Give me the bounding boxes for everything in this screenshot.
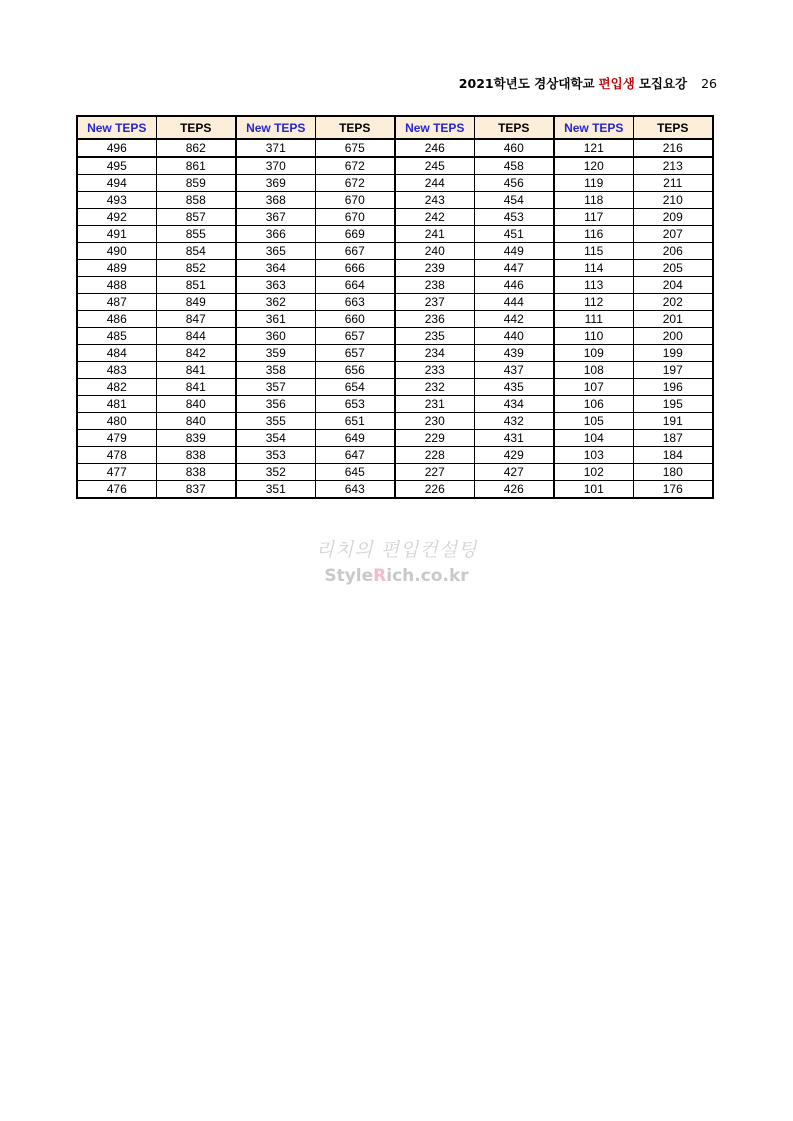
new-teps-cell: 118 xyxy=(554,192,633,209)
teps-cell: 439 xyxy=(474,345,554,362)
new-teps-cell: 108 xyxy=(554,362,633,379)
teps-cell: 211 xyxy=(633,175,713,192)
teps-cell: 663 xyxy=(315,294,395,311)
table-row xyxy=(77,447,713,464)
new-teps-cell: 245 xyxy=(395,157,474,175)
teps-cell: 426 xyxy=(474,481,554,499)
teps-cell: 854 xyxy=(156,243,236,260)
table-row xyxy=(77,277,713,294)
teps-cell: 851 xyxy=(156,277,236,294)
table-row xyxy=(77,311,713,328)
table-row xyxy=(77,226,713,243)
teps-cell: 670 xyxy=(315,192,395,209)
new-teps-cell: 111 xyxy=(554,311,633,328)
teps-cell: 206 xyxy=(633,243,713,260)
header-title-highlight: 편입생 xyxy=(598,76,635,91)
teps-cell: 442 xyxy=(474,311,554,328)
teps-cell: 204 xyxy=(633,277,713,294)
table-row xyxy=(77,379,713,396)
new-teps-cell: 110 xyxy=(554,328,633,345)
new-teps-cell: 235 xyxy=(395,328,474,345)
new-teps-cell: 487 xyxy=(77,294,156,311)
table-row xyxy=(77,396,713,413)
teps-cell: 667 xyxy=(315,243,395,260)
new-teps-cell: 353 xyxy=(236,447,315,464)
table-row xyxy=(77,430,713,447)
new-teps-cell: 105 xyxy=(554,413,633,430)
header-new-teps: New TEPS xyxy=(395,116,474,139)
teps-cell: 216 xyxy=(633,139,713,157)
teps-cell: 657 xyxy=(315,345,395,362)
new-teps-cell: 116 xyxy=(554,226,633,243)
teps-cell: 670 xyxy=(315,209,395,226)
teps-cell: 200 xyxy=(633,328,713,345)
teps-cell: 197 xyxy=(633,362,713,379)
new-teps-cell: 366 xyxy=(236,226,315,243)
new-teps-cell: 106 xyxy=(554,396,633,413)
table-row xyxy=(77,413,713,430)
teps-cell: 654 xyxy=(315,379,395,396)
new-teps-cell: 360 xyxy=(236,328,315,345)
teps-cell: 434 xyxy=(474,396,554,413)
new-teps-cell: 361 xyxy=(236,311,315,328)
table-row xyxy=(77,175,713,192)
new-teps-cell: 494 xyxy=(77,175,156,192)
teps-cell: 446 xyxy=(474,277,554,294)
new-teps-cell: 233 xyxy=(395,362,474,379)
new-teps-cell: 369 xyxy=(236,175,315,192)
new-teps-cell: 477 xyxy=(77,464,156,481)
new-teps-cell: 489 xyxy=(77,260,156,277)
table-row xyxy=(77,243,713,260)
new-teps-cell: 357 xyxy=(236,379,315,396)
header-teps: TEPS xyxy=(315,116,395,139)
teps-cell: 444 xyxy=(474,294,554,311)
teps-cell: 187 xyxy=(633,430,713,447)
teps-cell: 669 xyxy=(315,226,395,243)
new-teps-cell: 238 xyxy=(395,277,474,294)
teps-cell: 858 xyxy=(156,192,236,209)
teps-cell: 213 xyxy=(633,157,713,175)
table-row xyxy=(77,481,713,499)
teps-cell: 432 xyxy=(474,413,554,430)
watermark-line2 xyxy=(0,566,793,586)
teps-cell: 437 xyxy=(474,362,554,379)
teps-cell: 210 xyxy=(633,192,713,209)
teps-cell: 180 xyxy=(633,464,713,481)
teps-cell: 440 xyxy=(474,328,554,345)
teps-cell: 209 xyxy=(633,209,713,226)
watermark-accent: R xyxy=(373,566,387,586)
new-teps-cell: 240 xyxy=(395,243,474,260)
new-teps-cell: 109 xyxy=(554,345,633,362)
table-row xyxy=(77,464,713,481)
teps-cell: 451 xyxy=(474,226,554,243)
teps-cell: 664 xyxy=(315,277,395,294)
table-row xyxy=(77,260,713,277)
new-teps-cell: 102 xyxy=(554,464,633,481)
teps-cell: 849 xyxy=(156,294,236,311)
new-teps-cell: 371 xyxy=(236,139,315,157)
new-teps-cell: 243 xyxy=(395,192,474,209)
new-teps-cell: 363 xyxy=(236,277,315,294)
new-teps-cell: 354 xyxy=(236,430,315,447)
new-teps-cell: 365 xyxy=(236,243,315,260)
new-teps-cell: 495 xyxy=(77,157,156,175)
new-teps-cell: 359 xyxy=(236,345,315,362)
new-teps-cell: 364 xyxy=(236,260,315,277)
new-teps-cell: 476 xyxy=(77,481,156,499)
new-teps-cell: 228 xyxy=(395,447,474,464)
teps-cell: 449 xyxy=(474,243,554,260)
teps-cell: 657 xyxy=(315,328,395,345)
new-teps-cell: 117 xyxy=(554,209,633,226)
new-teps-cell: 358 xyxy=(236,362,315,379)
header-teps: TEPS xyxy=(633,116,713,139)
teps-cell: 647 xyxy=(315,447,395,464)
new-teps-cell: 115 xyxy=(554,243,633,260)
teps-cell: 859 xyxy=(156,175,236,192)
new-teps-cell: 368 xyxy=(236,192,315,209)
new-teps-cell: 496 xyxy=(77,139,156,157)
teps-cell: 199 xyxy=(633,345,713,362)
new-teps-cell: 120 xyxy=(554,157,633,175)
new-teps-cell: 244 xyxy=(395,175,474,192)
teps-cell: 196 xyxy=(633,379,713,396)
teps-cell: 840 xyxy=(156,396,236,413)
new-teps-cell: 484 xyxy=(77,345,156,362)
new-teps-cell: 107 xyxy=(554,379,633,396)
new-teps-cell: 113 xyxy=(554,277,633,294)
teps-cell: 176 xyxy=(633,481,713,499)
new-teps-cell: 230 xyxy=(395,413,474,430)
teps-cell: 202 xyxy=(633,294,713,311)
new-teps-cell: 493 xyxy=(77,192,156,209)
teps-cell: 195 xyxy=(633,396,713,413)
header-title-part2: 모집요강 xyxy=(638,76,688,91)
new-teps-cell: 362 xyxy=(236,294,315,311)
teps-cell: 660 xyxy=(315,311,395,328)
new-teps-cell: 236 xyxy=(395,311,474,328)
teps-cell: 842 xyxy=(156,345,236,362)
teps-cell: 201 xyxy=(633,311,713,328)
new-teps-cell: 488 xyxy=(77,277,156,294)
teps-cell: 837 xyxy=(156,481,236,499)
new-teps-cell: 234 xyxy=(395,345,474,362)
new-teps-cell: 491 xyxy=(77,226,156,243)
header-new-teps: New TEPS xyxy=(236,116,315,139)
teps-cell: 672 xyxy=(315,175,395,192)
teps-cell: 675 xyxy=(315,139,395,157)
header-new-teps: New TEPS xyxy=(554,116,633,139)
new-teps-cell: 121 xyxy=(554,139,633,157)
new-teps-cell: 227 xyxy=(395,464,474,481)
teps-cell: 453 xyxy=(474,209,554,226)
new-teps-cell: 492 xyxy=(77,209,156,226)
teps-cell: 435 xyxy=(474,379,554,396)
table-header-row xyxy=(77,116,713,139)
teps-cell: 460 xyxy=(474,139,554,157)
header-teps: TEPS xyxy=(156,116,236,139)
table-row xyxy=(77,294,713,311)
teps-cell: 431 xyxy=(474,430,554,447)
new-teps-cell: 355 xyxy=(236,413,315,430)
new-teps-cell: 490 xyxy=(77,243,156,260)
table-row xyxy=(77,328,713,345)
teps-cell: 184 xyxy=(633,447,713,464)
table-row xyxy=(77,362,713,379)
teps-cell: 666 xyxy=(315,260,395,277)
teps-cell: 205 xyxy=(633,260,713,277)
teps-cell: 454 xyxy=(474,192,554,209)
teps-cell: 447 xyxy=(474,260,554,277)
new-teps-cell: 229 xyxy=(395,430,474,447)
new-teps-cell: 239 xyxy=(395,260,474,277)
new-teps-cell: 478 xyxy=(77,447,156,464)
page-header xyxy=(459,74,717,92)
teps-cell: 844 xyxy=(156,328,236,345)
teps-cell: 840 xyxy=(156,413,236,430)
new-teps-cell: 481 xyxy=(77,396,156,413)
table-row xyxy=(77,209,713,226)
teps-cell: 653 xyxy=(315,396,395,413)
new-teps-cell: 486 xyxy=(77,311,156,328)
new-teps-cell: 242 xyxy=(395,209,474,226)
teps-cell: 839 xyxy=(156,430,236,447)
teps-cell: 656 xyxy=(315,362,395,379)
teps-cell: 841 xyxy=(156,379,236,396)
teps-cell: 847 xyxy=(156,311,236,328)
teps-cell: 207 xyxy=(633,226,713,243)
new-teps-cell: 352 xyxy=(236,464,315,481)
watermark-prefix: Style xyxy=(324,566,374,586)
new-teps-cell: 483 xyxy=(77,362,156,379)
new-teps-cell: 103 xyxy=(554,447,633,464)
table-row xyxy=(77,139,713,157)
watermark-suffix: ich.co.kr xyxy=(386,566,469,586)
new-teps-cell: 232 xyxy=(395,379,474,396)
teps-cell: 672 xyxy=(315,157,395,175)
table-row xyxy=(77,345,713,362)
new-teps-cell: 246 xyxy=(395,139,474,157)
teps-cell: 456 xyxy=(474,175,554,192)
new-teps-cell: 485 xyxy=(77,328,156,345)
new-teps-cell: 370 xyxy=(236,157,315,175)
teps-cell: 643 xyxy=(315,481,395,499)
teps-cell: 838 xyxy=(156,447,236,464)
teps-cell: 855 xyxy=(156,226,236,243)
new-teps-cell: 480 xyxy=(77,413,156,430)
teps-cell: 191 xyxy=(633,413,713,430)
table-row xyxy=(77,157,713,175)
teps-cell: 429 xyxy=(474,447,554,464)
header-title-part1: 2021학년도 경상대학교 xyxy=(458,76,595,91)
new-teps-cell: 479 xyxy=(77,430,156,447)
new-teps-cell: 231 xyxy=(395,396,474,413)
teps-cell: 841 xyxy=(156,362,236,379)
teps-cell: 862 xyxy=(156,139,236,157)
new-teps-cell: 112 xyxy=(554,294,633,311)
new-teps-cell: 104 xyxy=(554,430,633,447)
new-teps-cell: 101 xyxy=(554,481,633,499)
new-teps-cell: 356 xyxy=(236,396,315,413)
table-row xyxy=(77,192,713,209)
score-conversion-table xyxy=(76,115,714,499)
new-teps-cell: 237 xyxy=(395,294,474,311)
teps-cell: 651 xyxy=(315,413,395,430)
new-teps-cell: 367 xyxy=(236,209,315,226)
teps-cell: 852 xyxy=(156,260,236,277)
new-teps-cell: 114 xyxy=(554,260,633,277)
teps-cell: 427 xyxy=(474,464,554,481)
teps-cell: 838 xyxy=(156,464,236,481)
teps-cell: 857 xyxy=(156,209,236,226)
header-teps: TEPS xyxy=(474,116,554,139)
new-teps-cell: 351 xyxy=(236,481,315,499)
new-teps-cell: 119 xyxy=(554,175,633,192)
teps-cell: 645 xyxy=(315,464,395,481)
new-teps-cell: 482 xyxy=(77,379,156,396)
watermark-line1: 리치의 편입컨설팅 xyxy=(315,539,478,561)
header-new-teps: New TEPS xyxy=(77,116,156,139)
new-teps-cell: 226 xyxy=(395,481,474,499)
teps-cell: 458 xyxy=(474,157,554,175)
page-number: 26 xyxy=(701,75,717,91)
teps-cell: 861 xyxy=(156,157,236,175)
new-teps-cell: 241 xyxy=(395,226,474,243)
watermark xyxy=(0,535,793,586)
teps-cell: 649 xyxy=(315,430,395,447)
